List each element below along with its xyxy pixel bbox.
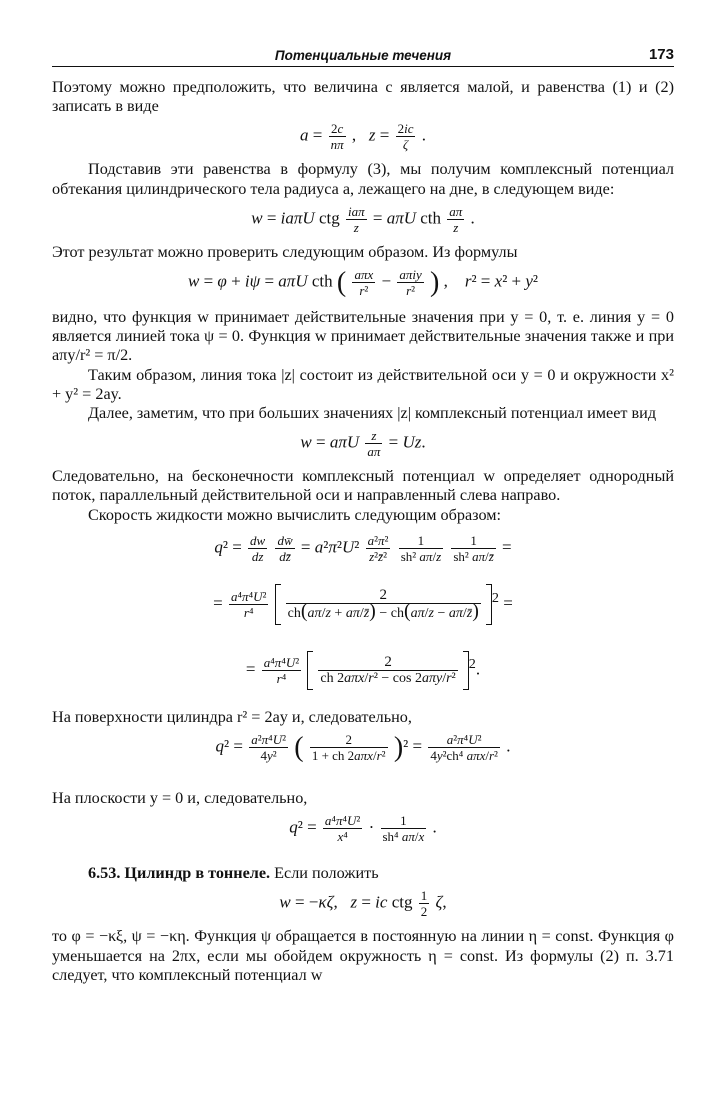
section-number: 6.53. [88, 864, 121, 883]
section-title: Цилиндр в тоннеле. [124, 864, 271, 883]
paragraph-5: Таким образом, линия тока |z| состоит из действительной оси y = 0 и окружности x² + y² = 2ay. [52, 365, 674, 403]
formula-2: w = iaπU ctg iaπ z = aπU cth $\frac{a\pi}{z}$ . [251, 203, 475, 235]
paragraph-6: Далее, заметим, что при больших значениях |z| комплексный потенциал имеет вид [88, 404, 657, 423]
paragraph-1: Поэтому можно предположить, что величина c является малой, и равенства (1) и (2) записать в виде [52, 78, 674, 116]
formula-4: w = aπU $\frac{z}{a\pi}$ = Uz. [300, 428, 426, 460]
formula-5a: q² = $\frac{dw}{dz}$ $\frac{dw̄}{dz̄}$ = a²π²U² $\frac{\text{a²π²}}{\text{z²z̄²}}$ $\frac{1}{\text{sh² aπ/z}}$ $\frac{1}{\text{sh² aπ/z̄}}$ = [214, 532, 512, 564]
page-body [52, 78, 674, 985]
paragraph-10: На плоскости y = 0 и, следовательно, [52, 789, 308, 808]
formula-7: q² = $\frac{\text{a⁴π⁴U²}}{\text{x⁴}}$ · $\frac{1}{\text{sh⁴ aπ/x}}$ . [289, 813, 437, 845]
paragraph-7: Следовательно, на бесконечности комплексный потенциал w определяет однородный поток, параллельный действительной оси и направленный слева направо. [52, 467, 674, 505]
header-title: Потенциальные течения [274, 48, 452, 63]
running-header [52, 44, 674, 67]
page-number: 173 [648, 46, 674, 63]
formula-6: q² = $\frac{\text{a²π⁴U²}}{\text{4y²}}$ ( 2 1 + ch 2aπx/r² )² = a²π⁴U² 4y²ch⁴ aπx/r² . [215, 731, 511, 764]
paragraph-4: видно, что функция w принимает действительные значения при y = 0, т. е. линия y = 0 является линией тока ψ = 0. Функция w принимает действительные значения также и при aπy/r² = π/2. [52, 308, 674, 365]
formula-1: a = $\frac{2c}{n\pi}$ , z = $\frac{2ic}{\zeta}$ . [300, 121, 426, 153]
section-6-53 [52, 864, 674, 883]
section-text: Если положить [274, 864, 379, 883]
paragraph-3: Этот результат можно проверить следующим образом. Из формулы [52, 242, 518, 261]
formula-5b: = $\frac{\text{a⁴π⁴U²}}{\text{r⁴}}$ $\frac{2}{ch(a\pi/z + a\pi/z̄) - ch(a\pi/z - a\pi/z̄)}$ $^2$ = [52, 584, 674, 646]
paragraph-12: то φ = −κξ, ψ = −κη. Функция ψ обращается в постоянную на линии η = const. Функция φ уменьшается на 2πx, если мы обойдем окружность η = const. Из формулы (2) п. 3.71 следует, что комплексный потенциал w [52, 927, 674, 984]
paragraph-2: Подставив эти равенства в формулу (3), мы получим комплексный потенциал обтекания цилиндрического тела радиуса a, лежащего на дне, в следующем виде: [52, 160, 674, 198]
paragraph-9: На поверхности цилиндра r² = 2ay и, следовательно, [52, 707, 412, 726]
formula-8: w = −κζ, z = ic ctg $\frac{1}{2}$ ζ, [279, 888, 447, 920]
formula-3: w = φ + iψ = aπU cth ( aπx r² − aπiy r² ) , r² = x² + y² [187, 266, 539, 299]
paragraph-8: Скорость жидкости можно вычислить следующим образом: [88, 505, 501, 524]
formula-5c: = $\frac{\text{a⁴π⁴U²}}{\text{r⁴}}$ 2 ch 2aπx/r² − cos 2aπy/r² $^2$. [52, 651, 674, 703]
